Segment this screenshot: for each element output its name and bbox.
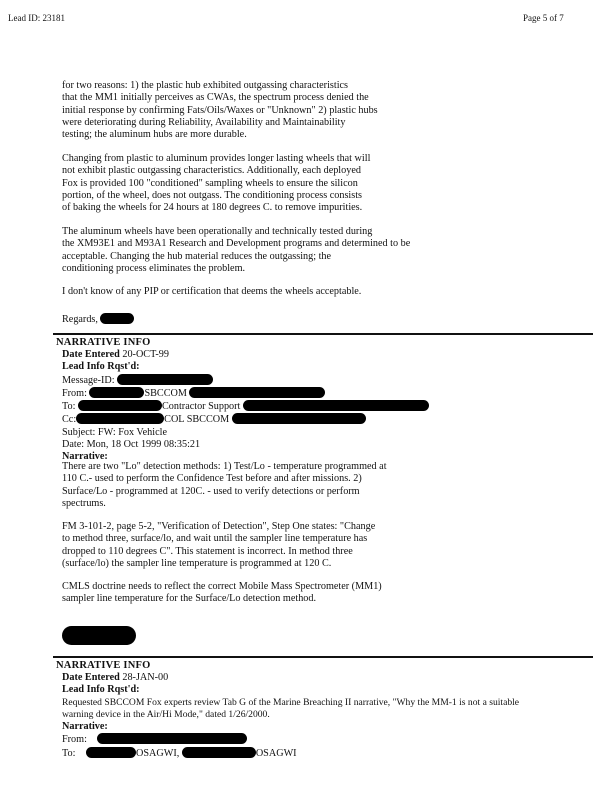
- to-row: [62, 400, 532, 413]
- date-entered-value: 28-JAN-00: [122, 672, 169, 683]
- page-number: Page 5 of 7: [523, 13, 564, 23]
- letter-paragraph-2: [62, 153, 532, 214]
- text-line: Changing from plastic to aluminum provides longer lasting wheels that will: [62, 153, 371, 164]
- text-line: There are two "Lo" detection methods: 1) Test/Lo - temperature programmed at: [62, 461, 387, 472]
- message-id-row: [62, 374, 532, 387]
- message-id-label: Message-ID:: [62, 374, 115, 386]
- narrative-title: NARRATIVE INFO: [56, 660, 151, 671]
- text-line: testing; the aluminum hubs are more durable.: [62, 129, 247, 141]
- to-label: To:: [62, 747, 76, 759]
- redaction-block: [78, 400, 162, 411]
- redaction-block: [232, 413, 366, 424]
- letter-paragraph-1: [62, 80, 532, 141]
- text-line: spectrums.: [62, 497, 106, 509]
- letter-paragraph-4: [62, 286, 532, 298]
- text-line: conditioning process eliminates the problem.: [62, 262, 246, 274]
- section-divider: [53, 656, 593, 658]
- from-label: From:: [62, 387, 87, 399]
- redaction-block: [117, 374, 213, 385]
- date-entered-label: Date Entered: [62, 672, 120, 683]
- redaction-block: [100, 313, 134, 324]
- narrative1-fields: [62, 349, 532, 464]
- lead-id-header: Lead ID: 23181: [8, 13, 65, 23]
- redaction-block: [89, 387, 144, 398]
- text-line: were deteriorating during Reliability, Availability and Maintainability: [62, 116, 346, 128]
- text-line: FM 3-101-2, page 5-2, "Verification of Detection", Step One states: "Change: [62, 521, 376, 532]
- narrative1-paragraph-2: [62, 521, 532, 570]
- narrative-label: Narrative:: [62, 451, 108, 463]
- text-line: Fox is provided 100 "conditioned" sampling wheels to ensure the silicon: [62, 177, 358, 189]
- from-row: [62, 733, 592, 746]
- closing-text: Regards,: [62, 314, 98, 325]
- date-entered-row: [62, 672, 592, 684]
- from-org: SBCCOM: [144, 387, 187, 399]
- redaction-block: [189, 387, 325, 398]
- to-org: Contractor Support: [161, 401, 241, 413]
- date-entered-label: Date Entered: [62, 349, 120, 360]
- to-org: OSAGWI: [255, 747, 297, 759]
- text-line: that the MM1 initially perceives as CWAs, the spectrum process denied the: [62, 92, 369, 104]
- text-line: I don't know of any PIP or certification that deems the wheels acceptable.: [62, 286, 362, 297]
- text-line: of baking the wheels for 24 hours at 180 degrees C. to remove impurities.: [62, 202, 363, 214]
- text-line: warning device in the Air/Hi Mode," dated 1/26/2000.: [62, 708, 270, 720]
- cc-row: [62, 413, 532, 426]
- letter-closing: [62, 313, 532, 326]
- date-line: Date: Mon, 18 Oct 1999 08:35:21: [62, 439, 201, 451]
- text-line: initial response by confirming Fats/Oils/Waxes or "Unknown" 2) plastic hubs: [62, 104, 378, 116]
- redaction-block: [62, 626, 136, 645]
- text-line: sampler line temperature for the Surface/Lo detection method.: [62, 593, 317, 605]
- cc-org: COL SBCCOM: [164, 414, 230, 426]
- to-org: OSAGWI,: [135, 747, 180, 759]
- text-line: Requested SBCCOM Fox experts review Tab G of the Marine Breaching II narrative, "Why the MM-1 is not a suitable: [62, 696, 520, 708]
- date-entered-row: [62, 349, 532, 361]
- text-line: the XM93E1 and M93A1 Research and Development programs and determined to be: [62, 238, 411, 250]
- text-line: portion, of the wheel, does not outgass. The conditioning process consists: [62, 189, 363, 201]
- lead-info-label: Lead Info Rqst'd:: [62, 361, 140, 373]
- text-line: for two reasons: 1) the plastic hub exhibited outgassing characteristics: [62, 80, 349, 91]
- date-entered-value: 20-OCT-99: [122, 349, 169, 360]
- redaction-block: [86, 747, 136, 758]
- text-line: dropped to 110 degrees C". This statement is incorrect. In method three: [62, 545, 353, 557]
- text-line: CMLS doctrine needs to reflect the correct Mobile Mass Spectrometer (MM1): [62, 581, 382, 592]
- redaction-block: [243, 400, 429, 411]
- narrative1-paragraph-1: [62, 461, 532, 510]
- text-line: The aluminum wheels have been operationally and technically tested during: [62, 226, 373, 237]
- to-label: To:: [62, 401, 76, 413]
- narrative1-paragraph-3: [62, 581, 532, 606]
- cc-label: Cc:: [62, 414, 77, 426]
- section-divider: [53, 333, 593, 335]
- lead-info-label: Lead Info Rqst'd:: [62, 684, 140, 696]
- text-line: (surface/lo) the sampler line temperature is programmed at 120 C.: [62, 557, 332, 569]
- text-line: to method three, surface/lo, and wait until the sampler line temperature has: [62, 533, 368, 545]
- subject-line: Subject: FW: Fox Vehicle: [62, 426, 167, 438]
- letter-paragraph-3: [62, 226, 532, 275]
- from-label: From:: [62, 734, 87, 746]
- text-line: acceptable. Changing the hub material reduces the outgassing; the: [62, 250, 332, 262]
- narrative2-fields: [62, 672, 592, 760]
- from-row: [62, 387, 532, 400]
- redaction-block: [76, 413, 164, 424]
- text-line: 110 C.- used to perform the Confidence Test before and after missions. 2): [62, 473, 362, 485]
- narrative-label: Narrative:: [62, 721, 108, 733]
- redaction-block: [182, 747, 256, 758]
- text-line: Surface/Lo - programmed at 120C. - used to verify detections or perform: [62, 485, 360, 497]
- redaction-block: [97, 733, 247, 744]
- text-line: not exhibit plastic outgassing characteristics. Additionally, each deployed: [62, 165, 361, 177]
- to-row: [62, 747, 592, 760]
- narrative-title: NARRATIVE INFO: [56, 337, 151, 348]
